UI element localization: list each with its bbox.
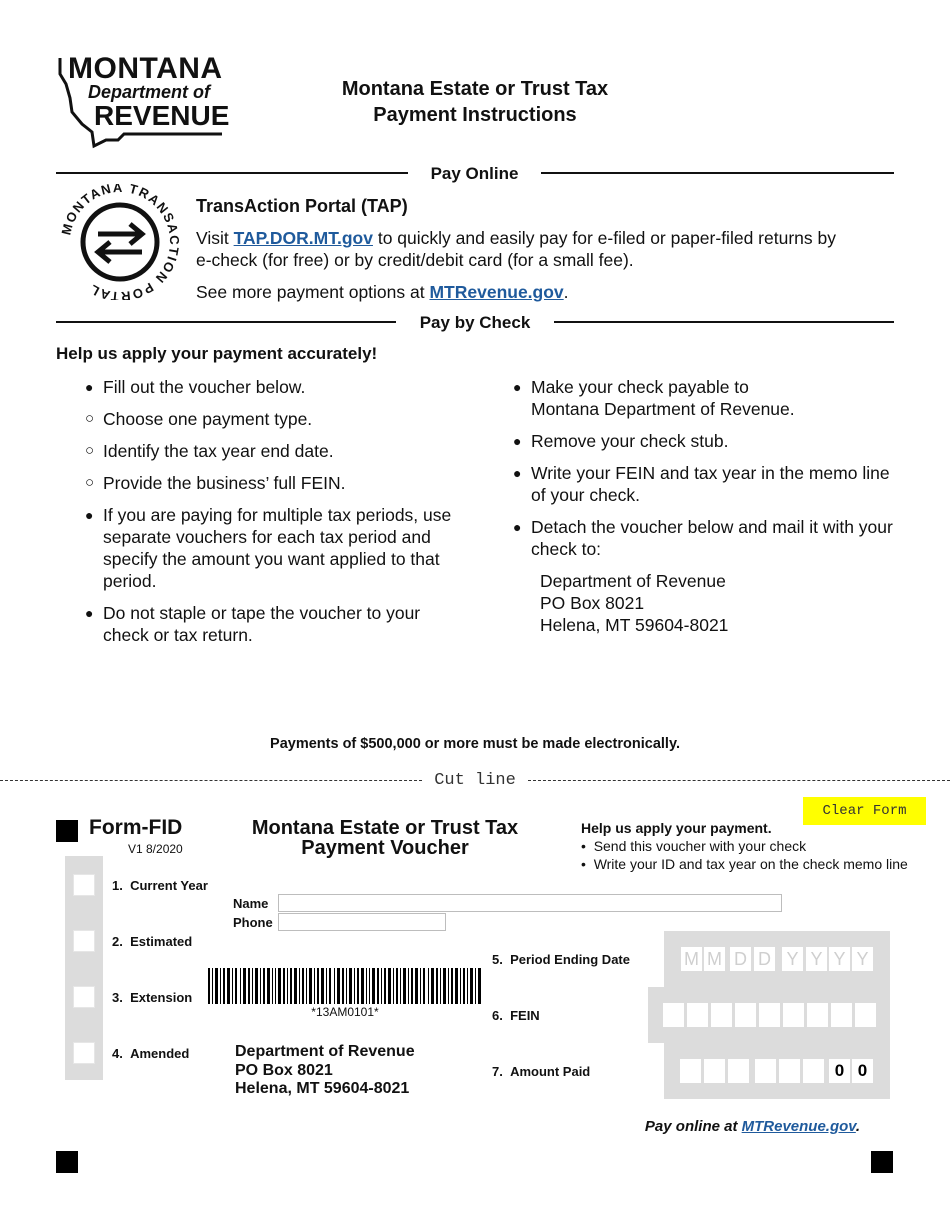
address-line: PO Box 8021 bbox=[540, 593, 645, 613]
amount-cents-digit: 0 bbox=[852, 1059, 873, 1083]
voucher-mail-address bbox=[235, 1043, 415, 1099]
amount-digit-box[interactable] bbox=[755, 1059, 776, 1083]
pay-online-footer-prefix: Pay online at bbox=[644, 1118, 742, 1135]
date-digit-box[interactable]: Y bbox=[782, 947, 803, 971]
voucher-title-line2: Payment Voucher bbox=[301, 837, 469, 859]
fein-digit-box[interactable] bbox=[687, 1003, 708, 1027]
amount-digit-box[interactable] bbox=[803, 1059, 824, 1083]
tap-visit-suffix: to quickly and easily pay for e-filed or paper-filed returns by e-check (for free) or by credit/debit card (for a small fee). bbox=[196, 228, 836, 270]
footer-mtrevenue-link[interactable]: MTRevenue.gov bbox=[741, 1118, 856, 1135]
electronic-payment-notice: Payments of $500,000 or more must be made electronically. bbox=[270, 736, 680, 752]
date-digit-box[interactable]: M bbox=[704, 947, 725, 971]
address-line: Department of Revenue bbox=[540, 571, 726, 591]
pay-check-divider-left bbox=[56, 321, 396, 323]
voucher-help-item: • Send this voucher with your check bbox=[581, 838, 807, 854]
option-amended-label: 4. Amended bbox=[112, 1046, 190, 1061]
name-label: Name bbox=[233, 896, 269, 911]
date-digit-box[interactable]: D bbox=[730, 947, 751, 971]
tap-visit-prefix: Visit bbox=[196, 228, 234, 248]
period-ending-label: 5. Period Ending Date bbox=[492, 952, 630, 967]
pay-online-divider-right bbox=[541, 172, 894, 174]
phone-input[interactable] bbox=[278, 913, 446, 931]
page-title-line2: Payment Instructions bbox=[373, 104, 577, 126]
transaction-portal-seal-icon bbox=[60, 184, 180, 300]
instruction-subitem: ○ Choose one payment type. bbox=[85, 408, 465, 430]
pay-check-heading: Pay by Check bbox=[396, 313, 554, 333]
page-title-line1: Montana Estate or Trust Tax bbox=[341, 78, 609, 100]
more-options-suffix: . bbox=[563, 282, 569, 302]
amount-digit-box[interactable] bbox=[779, 1059, 800, 1083]
date-digit-box[interactable]: M bbox=[681, 947, 702, 971]
pay-online-footer bbox=[560, 1118, 860, 1135]
fein-digit-box[interactable] bbox=[711, 1003, 732, 1027]
pay-online-divider-left bbox=[56, 172, 408, 174]
instruction-subitem: ○ Provide the business’ full FEIN. bbox=[85, 472, 465, 494]
right-instructions bbox=[513, 376, 893, 570]
option-current-year-label: 1. Current Year bbox=[112, 878, 208, 893]
option-estimated-label: 2. Estimated bbox=[112, 934, 193, 949]
fein-digit-box[interactable] bbox=[735, 1003, 756, 1027]
address-line: Helena, MT 59604-8021 bbox=[235, 1080, 410, 1097]
phone-label: Phone bbox=[233, 915, 273, 930]
mtrevenue-link[interactable]: MTRevenue.gov bbox=[429, 282, 564, 302]
amended-checkbox[interactable] bbox=[73, 1042, 95, 1064]
logo-line-revenue: REVENUE bbox=[94, 100, 230, 131]
more-options-prefix: See more payment options at bbox=[196, 282, 430, 302]
instruction-item: ● Fill out the voucher below. bbox=[85, 376, 465, 398]
date-digit-box[interactable]: Y bbox=[806, 947, 827, 971]
amount-digit-box[interactable] bbox=[704, 1059, 725, 1083]
barcode-text: *13AM0101* bbox=[311, 1005, 379, 1019]
clear-form-button[interactable]: Clear Form bbox=[803, 797, 926, 825]
fein-digit-box[interactable] bbox=[783, 1003, 804, 1027]
pay-check-divider-right bbox=[554, 321, 894, 323]
amount-paid-label: 7. Amount Paid bbox=[492, 1064, 591, 1079]
registration-mark-bottom-left bbox=[56, 1151, 78, 1173]
instruction-subitem: ○ Identify the tax year end date. bbox=[85, 440, 465, 462]
voucher-help-heading: Help us apply your payment. bbox=[581, 820, 772, 836]
fein-digit-box[interactable] bbox=[759, 1003, 780, 1027]
address-line: Helena, MT 59604-8021 bbox=[540, 615, 729, 635]
logo-line-department: Department of bbox=[88, 82, 211, 102]
instruction-item: ● Write your FEIN and tax year in the memo line of your check. bbox=[513, 462, 893, 506]
instruction-line: ● Make your check payable to bbox=[531, 377, 749, 397]
barcode-image bbox=[208, 968, 482, 1004]
cut-line-left bbox=[0, 780, 422, 781]
tap-heading: TransAction Portal (TAP) bbox=[196, 196, 408, 216]
instruction-item: ● If you are paying for multiple tax periods, use separate vouchers for each tax period and specify the amount you want applied to that period. bbox=[85, 504, 465, 592]
date-digit-box[interactable]: Y bbox=[829, 947, 850, 971]
mailing-address bbox=[540, 570, 728, 636]
instruction-item: ● Remove your check stub. bbox=[513, 430, 893, 452]
instruction-item: ● Detach the voucher below and mail it with your check to: bbox=[513, 516, 893, 560]
amount-digit-box[interactable] bbox=[728, 1059, 749, 1083]
left-instructions bbox=[85, 376, 465, 656]
page-title bbox=[300, 76, 650, 128]
voucher-title-line1: Montana Estate or Trust Tax bbox=[251, 817, 519, 839]
date-digit-box[interactable]: D bbox=[754, 947, 775, 971]
option-extension-label: 3. Extension bbox=[112, 990, 193, 1005]
instruction-line: Montana Department of Revenue. bbox=[531, 399, 795, 419]
cut-line-label: Cut line bbox=[434, 771, 516, 790]
registration-mark-bottom-right bbox=[871, 1151, 893, 1173]
form-version: V1 8/2020 bbox=[128, 842, 183, 856]
date-digit-box[interactable]: Y bbox=[852, 947, 873, 971]
voucher-help-item: • Write your ID and tax year on the check memo line bbox=[581, 856, 908, 872]
dor-logo bbox=[56, 52, 230, 150]
tap-description bbox=[196, 227, 836, 271]
estimated-checkbox[interactable] bbox=[73, 930, 95, 952]
fein-label: 6. FEIN bbox=[492, 1008, 540, 1023]
seal-text: MONTANA TRANSA ION PORTAL bbox=[60, 184, 180, 300]
tap-link[interactable]: TAP.DOR.MT.gov bbox=[233, 228, 373, 248]
voucher-title bbox=[232, 818, 538, 858]
amount-digit-box[interactable] bbox=[680, 1059, 701, 1083]
current-year-checkbox[interactable] bbox=[73, 874, 95, 896]
address-line: PO Box 8021 bbox=[235, 1061, 333, 1079]
cut-line-right bbox=[528, 780, 950, 781]
fein-digit-box[interactable] bbox=[807, 1003, 828, 1027]
extension-checkbox[interactable] bbox=[73, 986, 95, 1008]
form-id: Form-FID bbox=[89, 816, 183, 839]
pay-online-footer-suffix: . bbox=[855, 1118, 860, 1135]
amount-cents-digit: 0 bbox=[829, 1059, 850, 1083]
fein-digit-box[interactable] bbox=[831, 1003, 852, 1027]
pay-online-heading: Pay Online bbox=[408, 164, 541, 184]
logo-line-montana: MONTANA bbox=[68, 52, 223, 85]
address-line: Department of Revenue bbox=[235, 1043, 415, 1060]
name-input[interactable] bbox=[278, 894, 782, 912]
fein-digit-box[interactable] bbox=[663, 1003, 684, 1027]
help-heading: Help us apply your payment accurately! bbox=[56, 344, 378, 363]
registration-mark-top-left bbox=[56, 820, 78, 842]
voucher-help bbox=[581, 819, 908, 873]
instruction-item: ● Do not staple or tape the voucher to your check or tax return. bbox=[85, 602, 465, 646]
fein-digit-box[interactable] bbox=[855, 1003, 876, 1027]
instruction-item bbox=[513, 376, 893, 420]
more-options bbox=[196, 281, 836, 303]
tap-seal bbox=[60, 184, 180, 300]
svg-text:MONTANA TRANSACTION PORTAL bbox=[60, 184, 180, 300]
